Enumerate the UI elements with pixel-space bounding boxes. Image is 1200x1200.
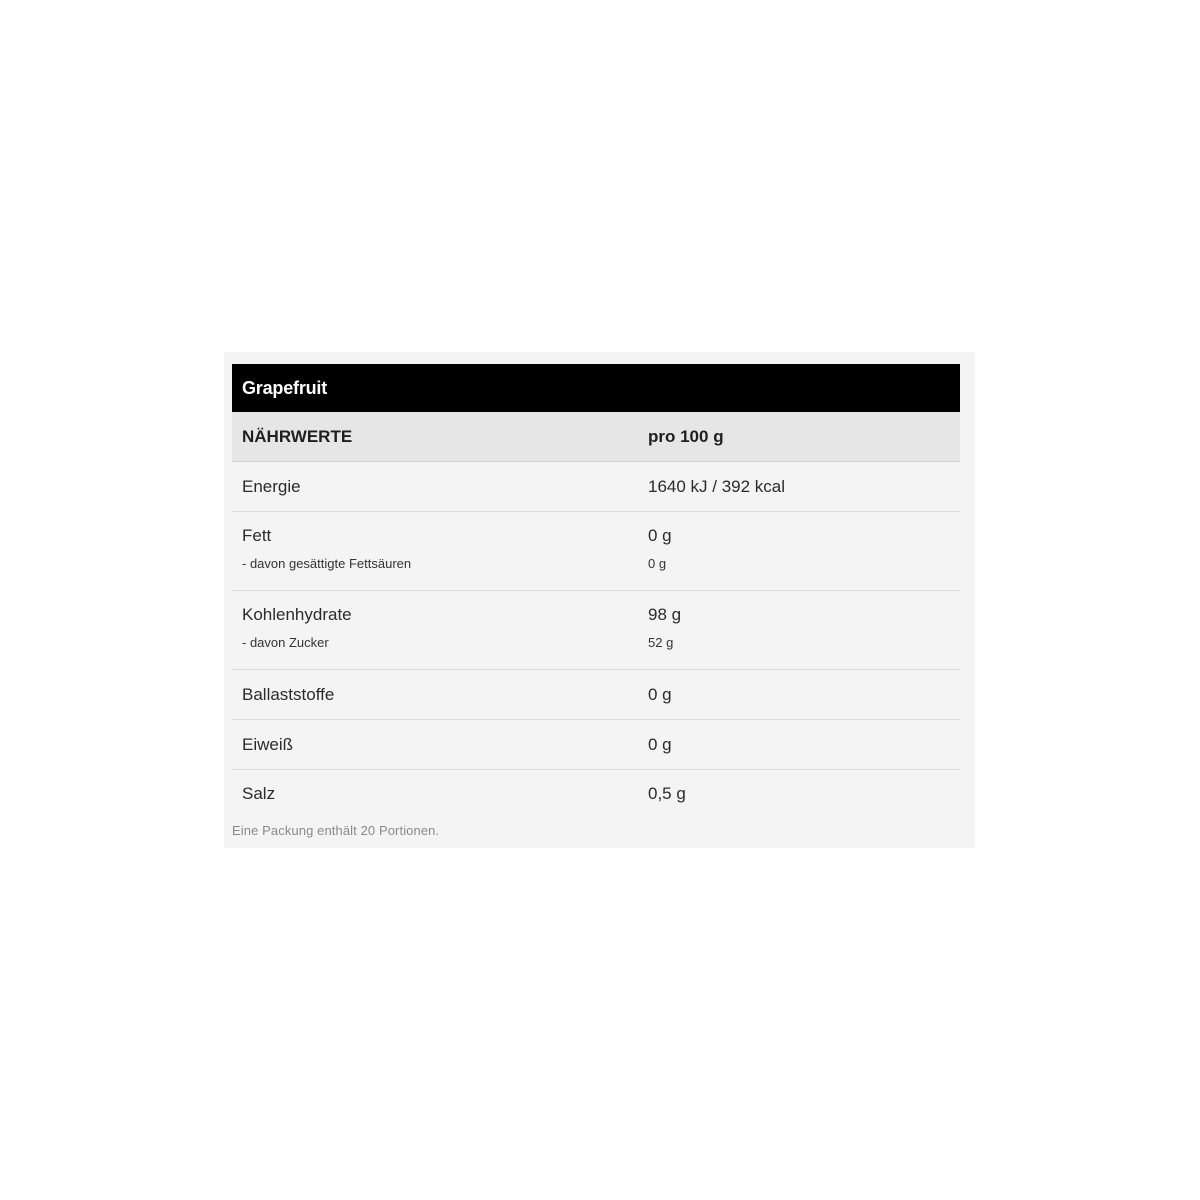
nutrition-panel <box>224 352 975 848</box>
table-row-energy <box>232 462 960 512</box>
table-row-salt <box>232 770 960 818</box>
row-label: Kohlenhydrate <box>242 605 352 624</box>
row-label: Eiweiß <box>242 734 294 754</box>
servings-footnote: Eine Packung enthält 20 Portionen. <box>232 823 440 838</box>
table-row-fiber <box>232 670 960 720</box>
table-row-protein <box>232 720 960 770</box>
row-value: 0,5 g <box>648 784 686 803</box>
row-sublabel: - davon Zucker <box>242 635 329 650</box>
row-label-group <box>232 512 648 590</box>
row-value-group <box>648 512 960 590</box>
row-subvalue: 0 g <box>648 556 667 571</box>
row-label: Energie <box>242 476 301 496</box>
product-title: Grapefruit <box>232 364 960 412</box>
nutrition-table <box>232 364 960 818</box>
row-value: 1640 kJ / 392 kcal <box>648 476 786 496</box>
row-label: Salz <box>242 784 276 803</box>
row-value: 0 g <box>648 526 672 545</box>
row-subvalue: 52 g <box>648 635 674 650</box>
row-label: Fett <box>242 526 272 545</box>
row-label: Ballaststoffe <box>242 684 335 704</box>
table-header-row <box>232 412 960 462</box>
row-value: 0 g <box>648 734 672 754</box>
table-row-carbohydrates <box>232 591 960 670</box>
header-nutrients: NÄHRWERTE <box>242 426 353 446</box>
row-sublabel: - davon gesättigte Fettsäuren <box>242 556 412 571</box>
header-per-100g: pro 100 g <box>648 426 724 446</box>
row-value-group <box>648 591 960 669</box>
row-label-group <box>232 591 648 669</box>
row-value: 98 g <box>648 605 682 624</box>
row-value: 0 g <box>648 684 672 704</box>
table-row-fat <box>232 512 960 591</box>
